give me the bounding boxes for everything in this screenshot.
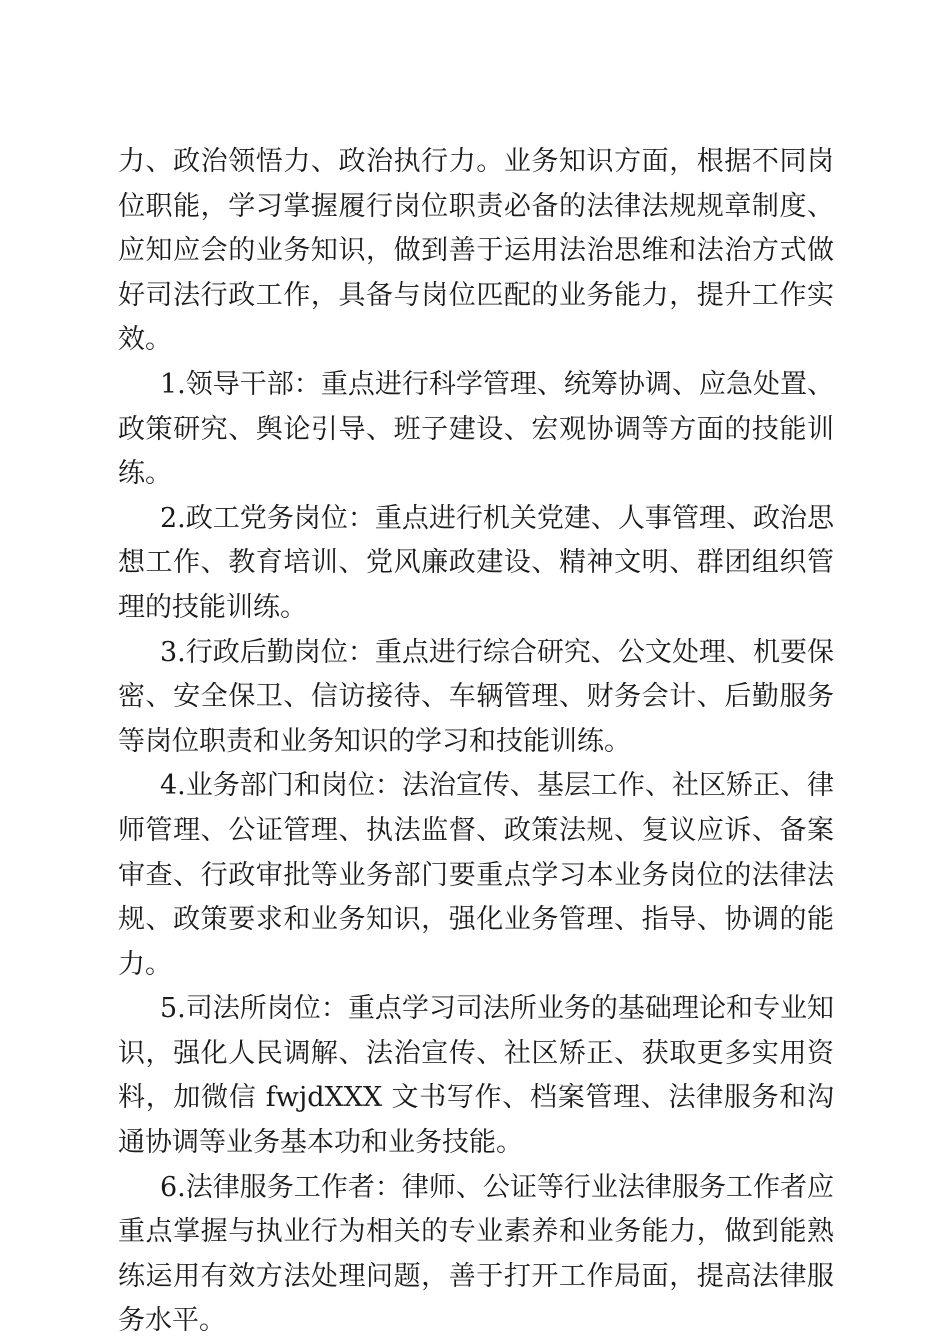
paragraph-continuation: 力、政治领悟力、政治执行力。业务知识方面，根据不同岗位职能，学习掌握履行岗位职责必备的法律法规规章制度、应知应会的业务知识，做到善于运用法治思维和法治方式做好司法行政工作，具备与岗位匹配的业务能力，提升工作实效。	[118, 146, 834, 356]
paragraph-judicial-office: 5.司法所岗位：重点学习司法所业务的基础理论和专业知识，强化人民调解、法治宣传、社区矫正、获取更多实用资料，加微信 fwjdXXX 文书写作、档案管理、法律服务和沟通协调等业务基本功和业务技能。	[118, 993, 834, 1159]
paragraph-leading-cadres: 1.领导干部：重点进行科学管理、统筹协调、应急处置、政策研究、舆论引导、班子建设、宏观协调等方面的技能训练。	[118, 368, 834, 490]
paragraph-administrative-logistics: 3.行政后勤岗位：重点进行综合研究、公文处理、机要保密、安全保卫、信访接待、车辆管理、财务会计、后勤服务等岗位职责和业务知识的学习和技能训练。	[118, 636, 834, 757]
paragraph-business-departments: 4.业务部门和岗位：法治宣传、基层工作、社区矫正、律师管理、公证管理、执法监督、政策法规、复议应诉、备案审查、行政审批等业务部门要重点学习本业务岗位的法律法规、政策要求和业务知识，强化业务管理、指导、协调的能力。	[118, 770, 834, 980]
paragraph-party-affairs: 2.政工党务岗位：重点进行机关党建、人事管理、政治思想工作、教育培训、党风廉政建设、精神文明、群团组织管理的技能训练。	[118, 502, 834, 623]
document-body	[118, 140, 834, 1344]
paragraph-legal-service-workers: 6.法律服务工作者：律师、公证等行业法律服务工作者应重点掌握与执业行为相关的专业素养和业务能力，做到能熟练运用有效方法处理问题，善于打开工作局面，提高法律服务水平。	[118, 1171, 834, 1337]
